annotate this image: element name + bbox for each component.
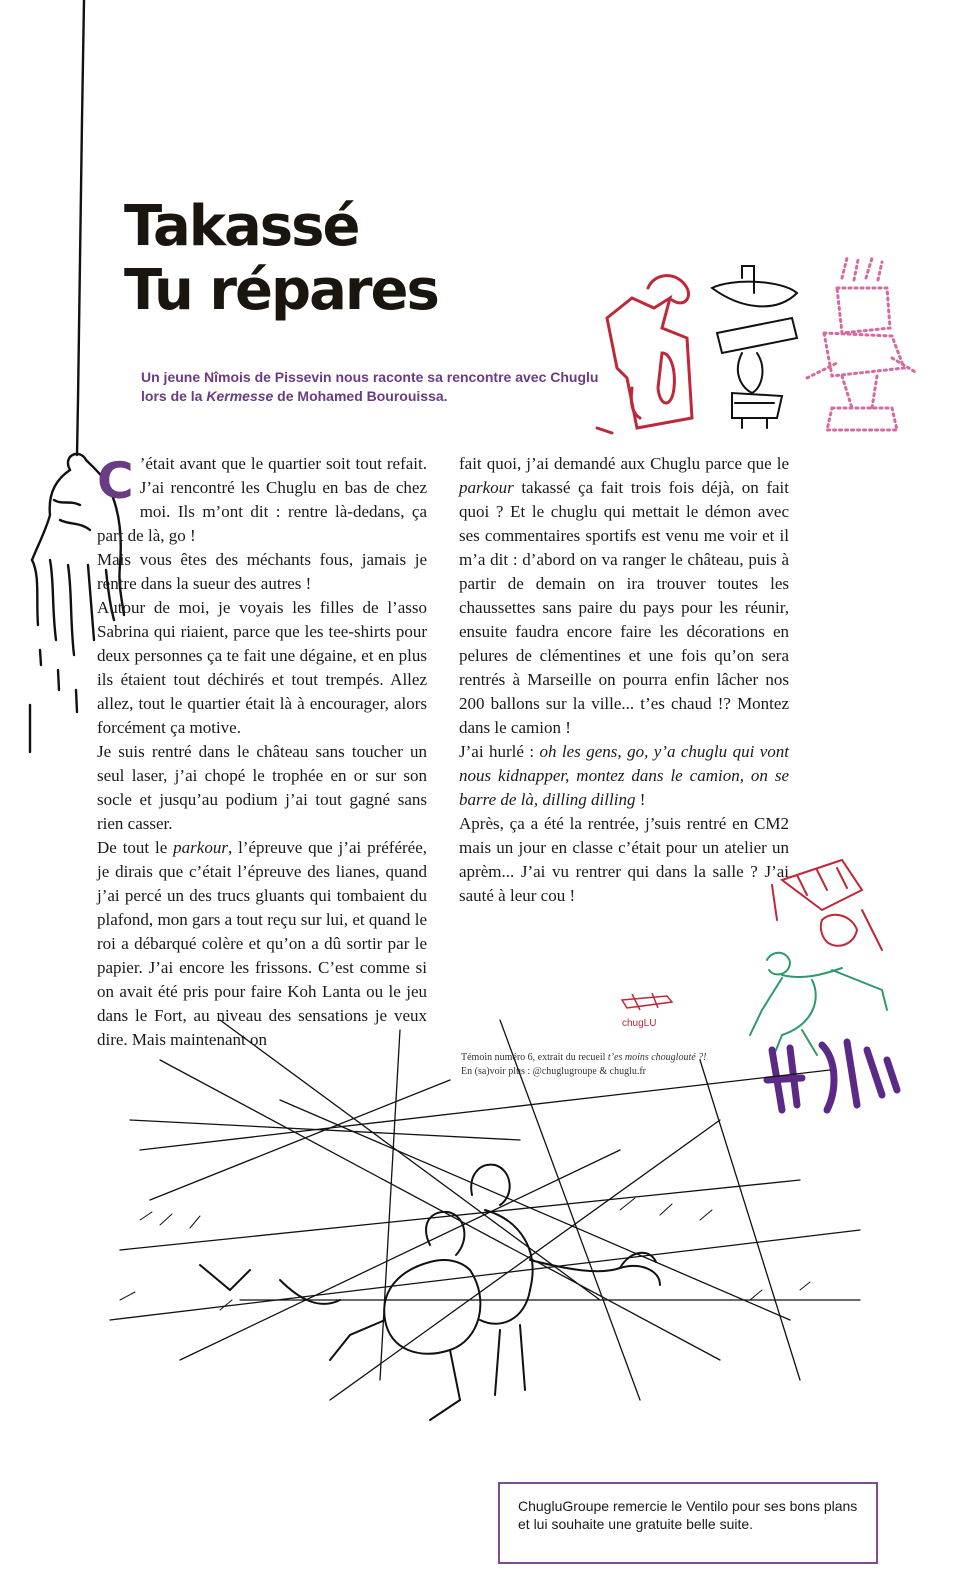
paragraph: Mais vous êtes des méchants fous, jamais je rentre dans la sueur des autres ! bbox=[97, 550, 427, 593]
left-column-text bbox=[97, 452, 427, 1052]
right-column-text bbox=[459, 452, 789, 908]
title-line-1: Takassé bbox=[124, 194, 359, 259]
subtitle-part-2: de Mohamed Bourouissa. bbox=[273, 388, 448, 404]
paragraph: Je suis rentré dans le château sans toucher un seul laser, j’ai chopé le trophée en or sur son socle et jusqu’au podium j’ai tout gagné sans rien casser. bbox=[97, 742, 427, 833]
paragraph: De tout le parkour, l’épreuve que j’ai préférée, je dirais que c’était l’épreuve des lianes, quand j’ai percé un des trucs gluants qui tombaient du plafond, mon gars a tout reçu sur lui, et quand le roi a débarqué colère et qu’on a dû sortir par le papier. J’ai encore les frissons. C’est comme si on avait été pris pour faire Koh Lanta ou le jeu dans le Fort, au niveau des sensations je veux dire. Mais maintenant on bbox=[97, 838, 427, 1049]
credit-line-1: Témoin numéro 6, extrait du recueil t’es moins chouglouté ?! bbox=[461, 1052, 707, 1063]
paragraph: Après, ça a été la rentrée, j’suis rentré en CM2 mais un jour en classe c’était pour un atelier un aprèm... J’ai vu rentrer qui dans la salle ? J’ai sauté à leur cou ! bbox=[459, 814, 789, 905]
credit-line-2: En (sa)voir plus : @chuglugroupe & chuglu.fr bbox=[461, 1066, 647, 1077]
three-chuglu-figures-drawing bbox=[592, 258, 922, 438]
article-column-left bbox=[97, 452, 427, 1052]
subtitle-italic: Kermesse bbox=[206, 388, 274, 404]
subtitle bbox=[141, 368, 601, 406]
paragraph: fait quoi, j’ai demandé aux Chuglu parce que le parkour takassé ça fait trois fois déjà, on fait quoi ? Et le chuglu qui mettait le démon avec ses commentaires sportifs est venu me voir et il m’a dit : d’abord on va ranger le château, puis à partir de demain on ira trouver toutes les chaussettes sans paire du pays pour les réunir, ensuite faudra encore faire les décorations en pelures de clémentines et une fois qu’on sera rentrés à Marseille on pourra enfin lâcher nos 200 ballons sur la ville... t’es chaud !? Montez dans le camion ! bbox=[459, 454, 789, 737]
drop-cap: C bbox=[97, 452, 134, 510]
paragraph: ’était avant que le quartier soit tout refait. J’ai rencontré les Chuglu en bas de chez moi. Ils m’ont dit : rentre là-dedans, ça part de là, go ! bbox=[97, 454, 427, 545]
paragraph: J’ai hurlé : oh les gens, go, y’a chuglu qui vont nous kidnapper, montez dans le camion, on se barre de là, dilling dilling ! bbox=[459, 742, 789, 809]
paragraph: Autour de moi, je voyais les filles de l’asso Sabrina qui riaient, parce que les tee-shirts pour deux personnes ça te fait une dégaine, et en plus ils étaient tout déchirés et tout trempés. Allez allez, tout le quartier était là à encourager, alors forcément ça motive. bbox=[97, 598, 427, 737]
thanks-box: ChugluGroupe remercie le Ventilo pour ses bons plans et lui souhaite une gratuite belle suite. bbox=[498, 1482, 878, 1564]
parkour-fight-drawing bbox=[100, 1000, 880, 1430]
page-title bbox=[124, 195, 438, 323]
chuglu-logo-text: chugLU bbox=[622, 1018, 657, 1029]
title-line-2: Tu répares bbox=[124, 258, 438, 323]
subtitle-part-1: Un jeune Nîmois de Pissevin nous raconte sa rencontre avec Chuglu lors de la bbox=[141, 369, 599, 404]
article-column-right bbox=[459, 452, 789, 908]
